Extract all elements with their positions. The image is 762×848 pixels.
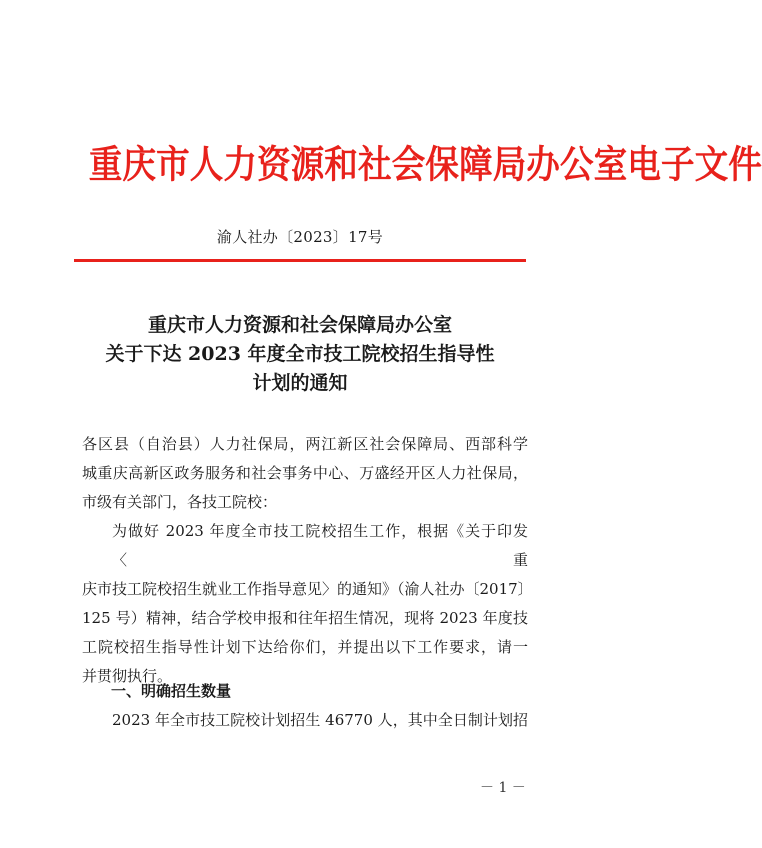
section-heading-1: 一、明确招生数量 [111, 682, 232, 700]
red-divider-line [74, 259, 526, 262]
paragraph-line: 工院校招生指导性计划下达给你们，并提出以下工作要求，请一 [82, 638, 528, 656]
notice-title-line: 重庆市人力资源和社会保障局办公室 [147, 314, 452, 336]
section-1-paragraph [82, 706, 528, 735]
paragraph-line: 并贯彻执行。 [82, 667, 173, 685]
masthead-title: 重庆市人力资源和社会保障局办公室电子文件 [88, 142, 762, 188]
notice-title-line: 关于下达 2023 年度全市技工院校招生指导性 [105, 343, 495, 365]
page-number: － 1 － [480, 780, 526, 796]
paragraph-line: 125 号）精神，结合学校申报和往年招生情况，现将 2023 年度技 [82, 609, 528, 627]
addressee-block [82, 430, 528, 517]
paragraph-line: 为做好 2023 年度全市技工院校招生工作，根据《关于印发〈重 [112, 522, 528, 569]
notice-title-line: 计划的通知 [252, 372, 348, 394]
paragraph-line: 2023 年全市技工院校计划招生 46770 人，其中全日制计划招 [112, 711, 528, 729]
addressee-line: 各区县（自治县）人力社保局，两江新区社会保障局、西部科学 [82, 435, 528, 453]
paragraph-intro [82, 517, 533, 691]
paragraph-line: 庆市技工院校招生就业工作指导意见〉的通知》（渝人社办〔2017〕 [82, 580, 533, 598]
document-number: 渝人社办〔2023〕17号 [216, 228, 384, 246]
addressee-line: 城重庆高新区政务服务和社会事务中心、万盛经开区人力社保局， [82, 464, 528, 482]
notice-title [0, 311, 600, 398]
addressee-line: 市级有关部门，各技工院校： [82, 493, 278, 511]
